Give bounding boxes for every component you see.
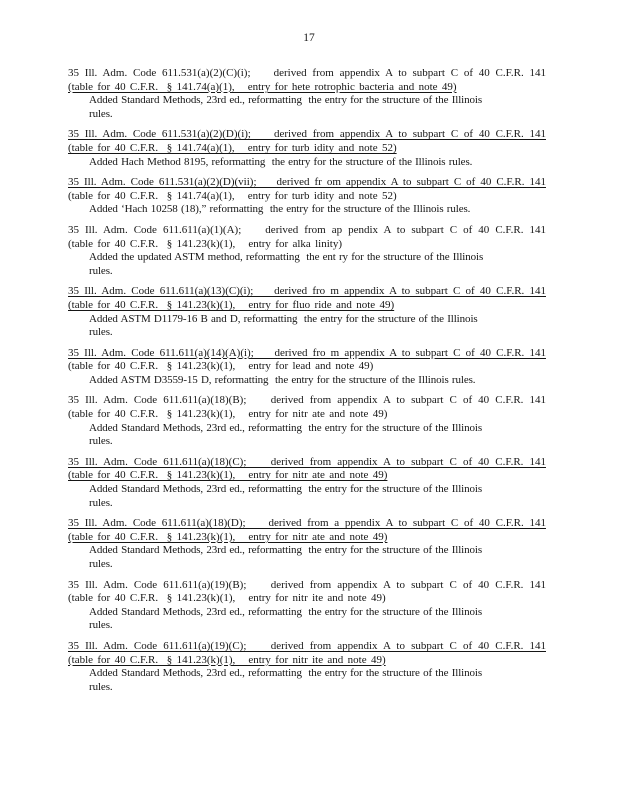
citation-line-2: (table for 40 C.F.R. § 141.74(a)(1), entry for hete rotrophic bacteria and note 49) [68, 80, 457, 93]
citation-line-1: 35 Ill. Adm. Code 611.611(a)(18)(C); derived from appendix A to subpart C of 40 C.F.R. 141 [68, 455, 546, 468]
paragraph-block [68, 640, 546, 694]
added-note [89, 544, 546, 571]
added-line-2: rules. [89, 619, 113, 632]
paragraph-block [68, 128, 546, 169]
added-line-2: rules. [89, 558, 113, 570]
citation-line-1: 35 Ill. Adm. Code 611.611(a)(18)(D); derived from a ppendix A to subpart C of 40 C.F.R. 141 [68, 517, 546, 530]
added-line-2: rules. [89, 680, 113, 693]
added-line-1: Added Standard Methods, 23rd ed., reformatting the entry for the structure of the Illinois [89, 94, 483, 107]
page-content [68, 67, 546, 701]
citation-line-1: 35 Ill. Adm. Code 611.531(a)(2)(D)(vii); derived fr om appendix A to subpart C of 40 C.F.R. 141 [68, 176, 546, 189]
citation-line-2: (table for 40 C.F.R. § 141.23(k)(1), entry for fluo ride and note 49) [68, 298, 395, 311]
citation-line-2: (table for 40 C.F.R. § 141.23(k)(1), entry for nitr ate and note 49) [68, 408, 388, 421]
citation-line-2: (table for 40 C.F.R. § 141.23(k)(1), entry for nitr ite and note 49) [68, 653, 386, 666]
added-note [89, 94, 546, 121]
citation-line-1: 35 Ill. Adm. Code 611.611(a)(19)(B); derived from appendix A to subpart C of 40 C.F.R. 141 [68, 578, 546, 591]
citation-line-1: 35 Ill. Adm. Code 611.611(a)(13)(C)(i); derived fro m appendix A to subpart C of 40 C.F.R. 141 [68, 285, 546, 298]
added-line-2: rules. [89, 435, 113, 448]
citation-line-1: 35 Ill. Adm. Code 611.531(a)(2)(C)(i); derived from appendix A to subpart C of 40 C.F.R. 141 [68, 67, 546, 79]
added-line-1: Added ASTM D1179-16 B and D, reformatting the entry for the structure of the Illinois [89, 312, 478, 325]
added-note [89, 313, 546, 340]
added-note [89, 422, 546, 449]
citation-line-1: 35 Ill. Adm. Code 611.611(a)(19)(C); derived from appendix A to subpart C of 40 C.F.R. 141 [68, 639, 546, 652]
paragraph-block [68, 347, 546, 388]
citation-line-2: (table for 40 C.F.R. § 141.23(k)(1), entry for nitr ate and note 49) [68, 469, 388, 482]
citation-line-1: 35 Ill. Adm. Code 611.611(a)(1)(A); derived from ap pendix A to subpart C of 40 C.F.R. 141 [68, 223, 546, 236]
paragraph-block [68, 517, 546, 571]
paragraph-block [68, 579, 546, 633]
added-note [89, 203, 546, 217]
paragraph-block [68, 394, 546, 448]
citation-line-1: 35 Ill. Adm. Code 611.611(a)(18)(B); derived from appendix A to subpart C of 40 C.F.R. 141 [68, 394, 546, 407]
paragraph-block [68, 176, 546, 217]
paragraph-block [68, 456, 546, 510]
added-note [89, 606, 546, 633]
added-line-1: Added Hach Method 8195, reformatting the entry for the structure of the Illinois rules. [89, 155, 473, 168]
citation-line-2: (table for 40 C.F.R. § 141.23(k)(1), entry for nitr ite and note 49) [68, 592, 386, 605]
added-note [89, 251, 546, 278]
citation-line-1: 35 Ill. Adm. Code 611.531(a)(2)(D)(i); derived from appendix A to subpart C of 40 C.F.R. 141 [68, 128, 546, 141]
added-line-1: Added Standard Methods, 23rd ed., reformatting the entry for the structure of the Illinois [89, 667, 483, 680]
added-note [89, 667, 546, 694]
added-line-2: rules. [89, 326, 113, 339]
citation-line-1: 35 Ill. Adm. Code 611.611(a)(14)(A)(i); derived fro m appendix A to subpart C of 40 C.F.R. 141 [68, 346, 546, 359]
paragraph-block [68, 285, 546, 339]
citation-line-2: (table for 40 C.F.R. § 141.23(k)(1), entry for alka linity) [68, 237, 343, 250]
added-line-2: rules. [89, 107, 113, 120]
added-line-2: rules. [89, 264, 113, 277]
page-number: 17 [303, 32, 315, 44]
added-line-1: Added ASTM D3559-15 D, reformatting the entry for the structure of the Illinois rules. [89, 373, 476, 386]
added-note [89, 483, 546, 510]
added-line-1: Added ‘Hach 10258 (18),” reformatting the entry for the structure of the Illinois rules. [89, 203, 471, 216]
paragraph-block [68, 67, 546, 121]
added-line-1: Added Standard Methods, 23rd ed., reformatting the entry for the structure of the Illinois [89, 605, 483, 618]
added-note [89, 156, 546, 170]
citation-line-2: (table for 40 C.F.R. § 141.74(a)(1), entry for turb idity and note 52) [68, 141, 397, 154]
added-line-1: Added the updated ASTM method, reformatting the ent ry for the structure of the Illinois [89, 251, 484, 264]
paragraph-block [68, 224, 546, 278]
added-line-2: rules. [89, 496, 113, 509]
added-line-1: Added Standard Methods, 23rd ed., reformatting the entry for the structure of the Illinois [89, 544, 483, 557]
citation-line-2: (table for 40 C.F.R. § 141.23(k)(1), entry for lead and note 49) [68, 360, 374, 373]
added-line-1: Added Standard Methods, 23rd ed., reformatting the entry for the structure of the Illinois [89, 421, 483, 434]
citation-line-2: (table for 40 C.F.R. § 141.74(a)(1), entry for turb idity and note 52) [68, 189, 397, 202]
citation-line-2: (table for 40 C.F.R. § 141.23(k)(1), entry for nitr ate and note 49) [68, 530, 388, 543]
added-note [89, 374, 546, 388]
added-line-1: Added Standard Methods, 23rd ed., reformatting the entry for the structure of the Illinois [89, 483, 483, 496]
